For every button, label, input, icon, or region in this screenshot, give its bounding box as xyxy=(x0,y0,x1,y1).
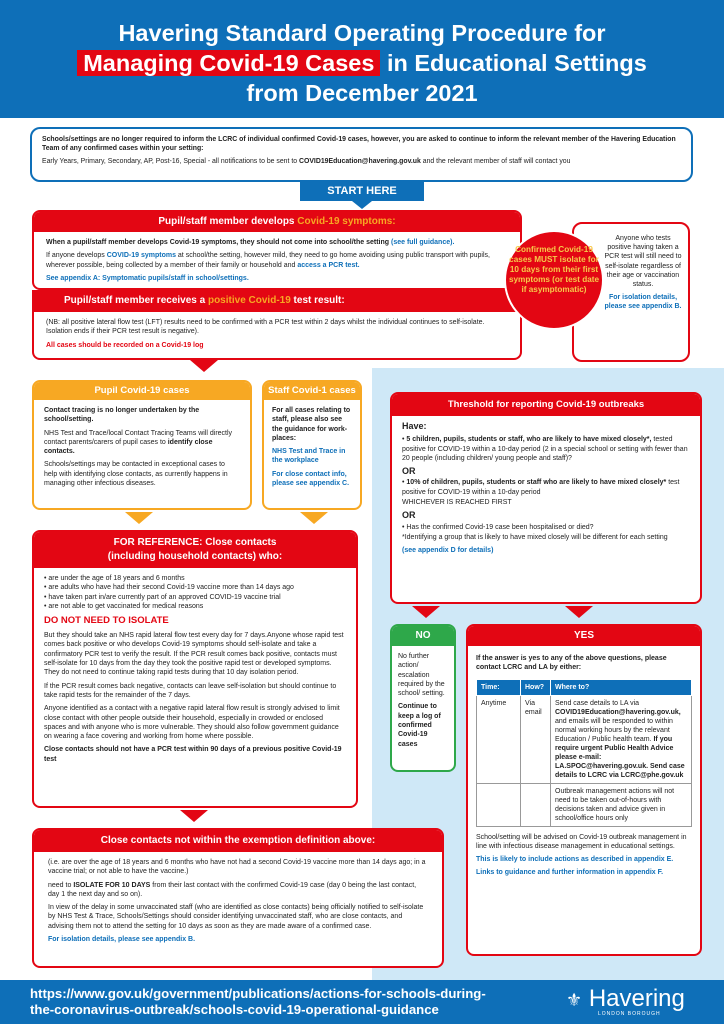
reference-title1: FOR REFERENCE: Close contacts xyxy=(113,537,277,548)
table-cell-where xyxy=(551,695,692,783)
guidance-url-line1[interactable]: https://www.gov.uk/government/publications/actions-for-schools-during- xyxy=(30,986,486,1001)
yes-intro: If the answer is yes to any of the above questions, please contact LCRC and LA by either: xyxy=(476,655,667,672)
positive-title xyxy=(34,290,520,312)
list-item: • are adults who have had their second Covid-19 vaccine more than 14 days ago xyxy=(44,583,346,592)
where-email[interactable]: COVID19Education@havering.gov.uk, xyxy=(555,708,681,716)
symptoms-title-a: Pupil/staff member develops xyxy=(158,216,298,227)
guidance-url[interactable] xyxy=(30,986,486,1018)
logo-text: Havering xyxy=(588,985,685,1012)
table-cell-how: Via email xyxy=(521,695,551,783)
symptoms-box xyxy=(32,210,522,290)
table-cell-empty xyxy=(521,783,551,826)
where-c: If you require urgent Public Health Advice please e-mail: LA.SPOC@havering.gov.uk. Send case details to LCRC via LCRC@phe.gov.uk xyxy=(555,735,685,779)
reference-p4: Close contacts should not have a PCR test within 90 days of a previous positive Covid-19 test xyxy=(44,746,342,763)
title-highlight: Managing Covid-19 Cases xyxy=(77,50,380,76)
reference-p1: But they should take an NHS rapid lateral flow test every day for 7 days.Anyone whose rapid test comes back positive or who develops Covid-19 symptoms should self-isolate and take a confirmatory PCR test to verify the result. If the PCR result comes back positive, contacts must self-isolate for 10 days from the day they took the positive rapid test or developed symptoms. They do not need to continue taking rapid tests during that 10 day isolation period. xyxy=(44,632,344,677)
where-b: and emails will be responded to within normal working hours by the relevant Education / Public health team. xyxy=(555,717,673,743)
no-title: NO xyxy=(392,626,454,646)
or-label: OR xyxy=(402,466,416,477)
not-exempt-p2 xyxy=(48,881,428,900)
side-note-text: Anyone who tests positive having taken a PCR test will still need to self-isolate regardless of their age or vaccination status. xyxy=(604,235,682,289)
not-exempt-box xyxy=(32,828,444,968)
title-line1: Havering Standard Operating Procedure for xyxy=(118,20,606,46)
yes-title: YES xyxy=(468,626,700,646)
start-here: START HERE xyxy=(300,182,424,201)
pcr-test-link[interactable]: access a PCR test. xyxy=(297,261,360,269)
do-not-isolate-heading: DO NOT NEED TO ISOLATE xyxy=(44,615,169,627)
appendix-b-link[interactable]: For isolation details, please see appendix B. xyxy=(48,936,196,944)
intro-box xyxy=(30,127,693,182)
reference-title2: (including household contacts) who: xyxy=(107,551,283,562)
no-p1: No further action/ escalation required by the school/ setting. xyxy=(398,653,445,698)
have-label: Have: xyxy=(402,421,427,431)
list-item: • are under the age of 18 years and 6 months xyxy=(44,574,346,583)
not-exempt-title: Close contacts not within the exemption definition above: xyxy=(34,830,442,852)
contact-table xyxy=(476,679,692,827)
positive-title-a: Pupil/staff member receives a xyxy=(64,295,208,306)
title-line3: from December 2021 xyxy=(246,80,478,106)
pupil-p3: Schools/settings may be contacted in exceptional cases to help with identifying close contacts, as currently happens in managing other infectious diseases. xyxy=(44,461,228,488)
threshold-b2-bold: 10% of children, pupils, students or staff who are likely to have mixed closely* xyxy=(406,479,667,487)
reference-p2: If the PCR result comes back negative, contacts can leave self-isolation but should continue to take rapid tests for the remainder of the 7 days. xyxy=(44,682,337,699)
symptoms-p2-a: If anyone develops xyxy=(46,252,107,260)
pupil-p1: Contact tracing is no longer undertaken by the school/setting. xyxy=(44,407,200,424)
not-exempt-p1: (i.e. are over the age of 18 years and 6 months who have not had a second Covid-19 vaccine more than 14 days ago; in a vaccine trial; or not able to have the vaccine.) xyxy=(48,859,426,876)
symptoms-p1 xyxy=(46,238,508,247)
arrow-down-icon xyxy=(412,606,440,618)
intro-text xyxy=(42,157,681,166)
staff-p1: For all cases relating to staff, please also see the guidance for work-places: xyxy=(272,407,351,442)
list-item: • are not able to get vaccinated for medical reasons xyxy=(44,602,346,611)
guidance-url-line2[interactable]: the-coronavirus-outbreak/schools-covid-19-operational-guidance xyxy=(30,1002,439,1017)
symptoms-title xyxy=(34,212,520,232)
threshold-title: Threshold for reporting Covid-19 outbreaks xyxy=(392,394,700,416)
title-line2 xyxy=(0,48,724,78)
arrow-down-icon xyxy=(300,512,328,524)
threshold-note: *Identifying a group that is likely to have mixed closely will be different for each setting xyxy=(402,533,668,541)
whichever-label: WHICHEVER IS REACHED FIRST xyxy=(402,499,512,507)
table-cell-time: Anytime xyxy=(477,695,521,783)
arrow-down-icon xyxy=(125,512,153,524)
not-exempt-p2-c: from their last contact with the confirmed Covid-19 case (day 0 being the last contact, day 1 the next day and so on). xyxy=(48,881,417,898)
table-cell-row2: Outbreak management actions will not need to be taken out-of-hours with decisions taken and advice given in school/office hours only xyxy=(551,783,692,826)
reference-title xyxy=(34,532,356,568)
threshold-b3: • Has the confirmed Covid-19 case been hospitalised or died? xyxy=(402,523,594,531)
not-exempt-p3: In view of the delay in some unvaccinated staff (who are identified as close contacts) being officially notified to self-isolate by NHS Test & Trace, Schools/Settings should consider identifying unvaccinated staff, who are close contacts, and advising them not to attend the setting for 10 days as soon as they are made aware of a confirmed case. xyxy=(48,904,424,930)
table-header-row xyxy=(477,679,692,695)
symptoms-p2-b: at school/the setting, however mild, they need to go home avoiding using public transport with pupils, wherever possible, being collected by a member of their family or household and xyxy=(46,252,490,269)
table-row xyxy=(477,695,692,783)
positive-p1: (NB: all positive lateral flow test (LFT) results need to be confirmed with a PCR test within 2 days whilst the individual continues to self-isolate. Isolation ends if their PCR test result is negative). xyxy=(46,319,485,336)
not-exempt-p2-a: need to xyxy=(48,881,74,889)
appendix-d-link[interactable]: (see appendix D for details) xyxy=(402,547,494,555)
table-row xyxy=(477,783,692,826)
staff-cases-box xyxy=(262,380,362,510)
table-header: Time: xyxy=(477,679,521,695)
where-a: Send case details to LA via xyxy=(555,699,640,707)
intro-email[interactable]: COVID19Education@havering.gov.uk xyxy=(299,158,421,166)
or-label: OR xyxy=(402,510,416,521)
symptoms-p1-bold: When a pupil/staff member develops Covid-19 symptoms, they should not come into school/the setting xyxy=(46,239,391,246)
positive-box xyxy=(32,290,522,360)
table-header: Where to? xyxy=(551,679,692,695)
arrow-down-icon xyxy=(180,810,208,822)
full-guidance-link[interactable]: (see full guidance). xyxy=(391,239,455,246)
reference-p3: Anyone identified as a contact with a negative rapid lateral flow result is strongly advised to limit close contact with other people outside their household, especially in crowded or enclosed spaces and with anyone who is more vulnerable. They should also follow government guidance on wearing a face covering and working from home where possible. xyxy=(44,705,340,741)
appendix-e-link[interactable]: This is likely to include actions as described in appendix E. xyxy=(476,856,674,864)
footer xyxy=(0,980,724,1024)
intro-text-b: and the relevant member of staff will contact you xyxy=(420,158,571,166)
appendix-a-link[interactable]: See appendix A: Symptomatic pupils/staff in school/settings. xyxy=(46,274,249,282)
arrow-down-icon xyxy=(565,606,593,618)
pupil-p2-b: identify close contacts. xyxy=(44,438,213,456)
appendix-c-link[interactable]: For close contact info, please see appendix C. xyxy=(272,470,350,488)
threshold-b1-text: tested positive for COVID-19 within a 10-day period (2 in a special school or setting with fewer than 20 people (including children/ young people and staff)? xyxy=(402,436,688,462)
threshold-b1-bold: 5 children, pupils, students or staff, who are likely to have mixed closely*, xyxy=(406,436,652,444)
header xyxy=(0,0,724,118)
positive-p2: All cases should be recorded on a Covid-19 log xyxy=(46,341,204,349)
no-box xyxy=(390,624,456,772)
not-exempt-p2-b: ISOLATE FOR 10 DAYS xyxy=(73,881,151,889)
positive-title-c: test result: xyxy=(290,295,345,306)
reference-list xyxy=(44,574,346,611)
covid-symptoms-link[interactable]: COVID-19 symptoms xyxy=(106,252,176,260)
symptoms-title-b: Covid-19 symptoms: xyxy=(297,216,396,227)
logo-subtitle: LONDON BOROUGH xyxy=(598,1011,661,1017)
pupil-p2-a: NHS Test and Trace/local Contact Tracing Teams will directly contact parents/carers of pupil cases to xyxy=(44,429,233,446)
no-p2: Continue to keep a log of confirmed Covid-19 cases xyxy=(398,703,441,748)
pupil-p2 xyxy=(44,429,240,457)
side-note-link[interactable]: For isolation details, please see appendix B. xyxy=(604,294,682,311)
table-cell-empty xyxy=(477,783,521,826)
pupil-cases-title: Pupil Covid-19 cases xyxy=(34,382,250,400)
threshold-b2-text: test positive for COVID-19 within a 10-day period xyxy=(402,479,680,496)
threshold-b3-text: Has the confirmed Covid-19 case been hospitalised or died? xyxy=(406,523,594,531)
threshold-box xyxy=(390,392,702,604)
list-item: • have taken part in/are currently part of an approved COVID-19 vaccine trial xyxy=(44,593,346,602)
appendix-f-link[interactable]: Links to guidance and further information in appendix F. xyxy=(476,869,664,877)
arrow-down-icon xyxy=(190,360,218,372)
table-header: How? xyxy=(521,679,551,695)
staff-cases-title: Staff Covid-1 cases xyxy=(264,382,360,400)
pupil-cases-box xyxy=(32,380,252,510)
threshold-b2: • 10% of children, pupils, students or staff who are likely to have mixed closely* test positive for COVID-19 within a 10-day period xyxy=(402,479,680,496)
isolation-circle: Confirmed Covid-19 cases MUST isolate for 10 days from their first symptoms (or test date if asymptomatic) xyxy=(504,230,604,330)
threshold-b1: • 5 children, pupils, students or staff, who are likely to have mixed closely*, tested positive for COVID-19 within a 10-day period (2 in a special school or setting with fewer than 20 people (including children/ young people and staff)? xyxy=(402,436,688,462)
workplace-link[interactable]: NHS Test and Trace in the workplace xyxy=(272,448,346,465)
intro-text-a: Early Years, Primary, Secondary, AP, Post-16, Special - all notifications to be sent to xyxy=(42,158,299,166)
yes-p1: School/setting will be advised on Covid-19 outbreak management in line with infectious disease management in educational settings. xyxy=(476,833,687,850)
crest-icon: ⚜ xyxy=(566,990,583,1010)
positive-title-b: positive Covid-19 xyxy=(207,295,291,306)
yes-box xyxy=(466,624,702,956)
title-line2-rest: in Educational Settings xyxy=(380,50,647,76)
intro-bold: Schools/settings are no longer required to inform the LCRC of individual confirmed Covid-19 cases, however, you are asked to continue to inform the relevant member of the Havering Education Team of any confirmed cases within your setting: xyxy=(42,136,676,153)
symptoms-p2 xyxy=(46,251,508,270)
havering-logo xyxy=(566,986,685,1013)
reference-box xyxy=(32,530,358,808)
